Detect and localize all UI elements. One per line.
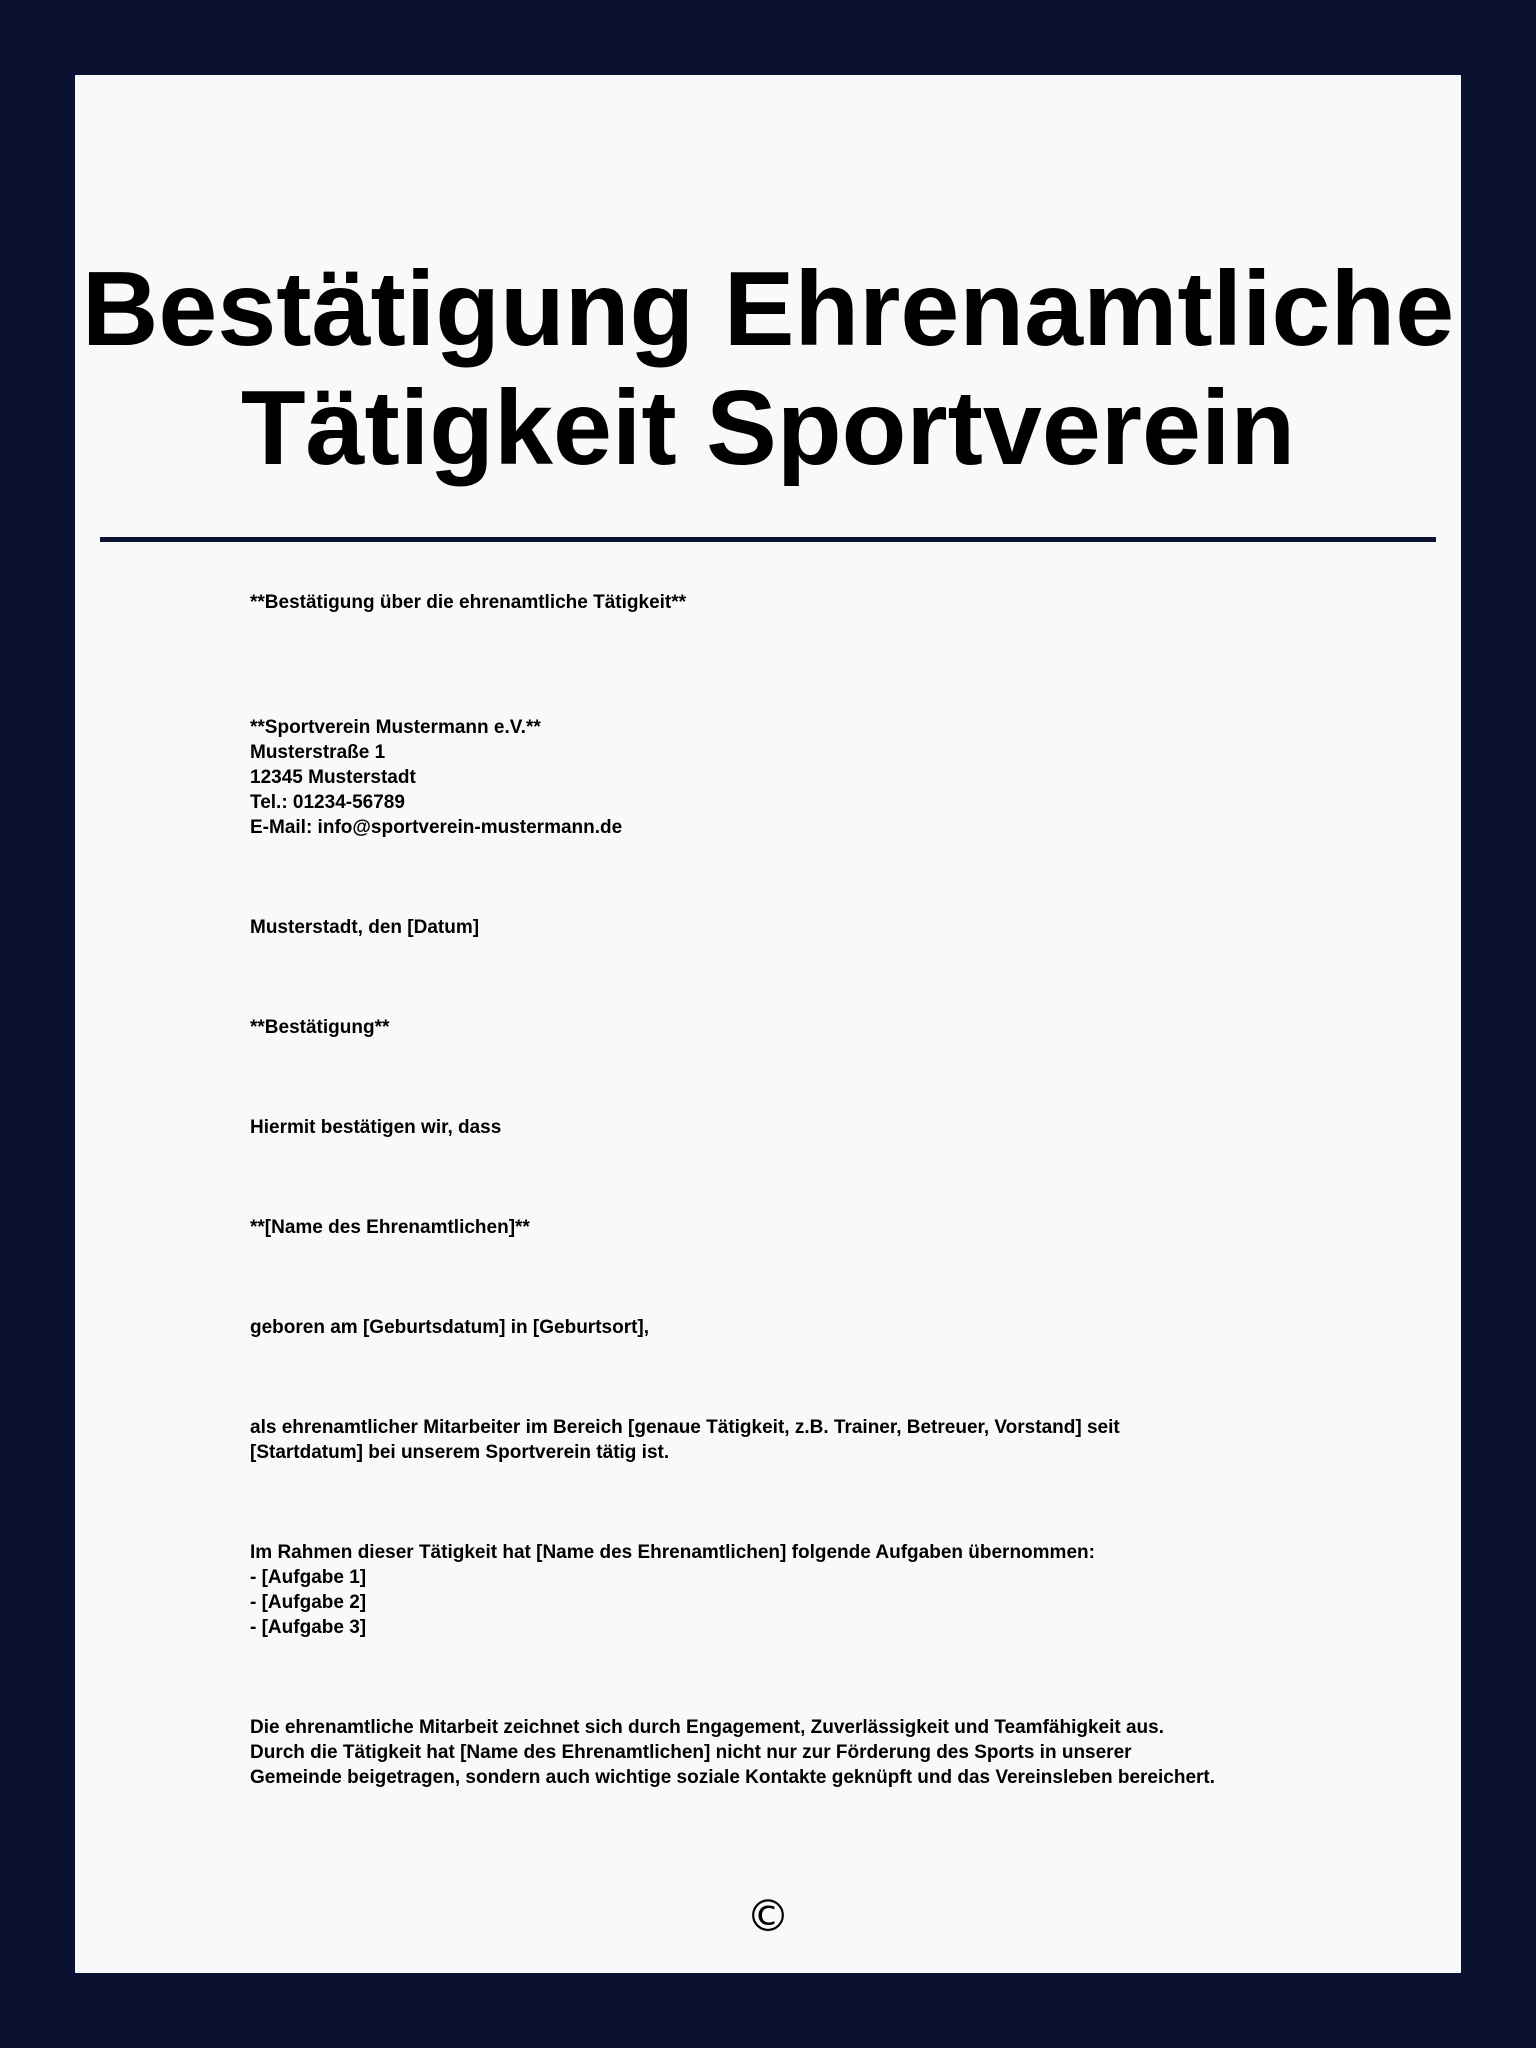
closing-line: Gemeinde beigetragen, sondern auch wichtige soziale Kontakte geknüpft und das Vereinsleben bereichert.	[250, 1767, 1216, 1788]
document-body	[250, 590, 1330, 1790]
title-divider	[100, 537, 1436, 542]
role-paragraph	[250, 1415, 1330, 1465]
closing-line: Durch die Tätigkeit hat [Name des Ehrenamtlichen] nicht nur zur Förderung des Sports in unserer	[250, 1742, 1132, 1763]
title-line: Bestätigung Ehrenamtliche	[81, 250, 1455, 368]
club-email: E-Mail: info@sportverein-mustermann.de	[250, 817, 623, 838]
task-item: - [Aufgabe 3]	[250, 1617, 367, 1638]
birth-info: geboren am [Geburtsdatum] in [Geburtsort],	[250, 1317, 650, 1338]
intro-text: Hiermit bestätigen wir, dass	[250, 1117, 502, 1138]
volunteer-name: **[Name des Ehrenamtlichen]**	[250, 1217, 530, 1238]
role-line: als ehrenamtlicher Mitarbeiter im Bereich [genaue Tätigkeit, z.B. Trainer, Betreuer, Vorstand] seit	[250, 1417, 1120, 1438]
document-heading: **Bestätigung über die ehrenamtliche Tätigkeit**	[250, 592, 687, 613]
task-item: - [Aufgabe 1]	[250, 1567, 367, 1588]
club-address	[250, 715, 1330, 840]
task-item: - [Aufgabe 2]	[250, 1592, 367, 1613]
club-name: **Sportverein Mustermann e.V.**	[250, 717, 541, 738]
club-street: Musterstraße 1	[250, 742, 386, 763]
closing-paragraph	[250, 1715, 1330, 1790]
closing-line: Die ehrenamtliche Mitarbeit zeichnet sich durch Engagement, Zuverlässigkeit und Teamfähigkeit aus.	[250, 1717, 1164, 1738]
club-city: 12345 Musterstadt	[250, 767, 416, 788]
title-line: Tätigkeit Sportverein	[240, 369, 1296, 487]
tasks-paragraph	[250, 1540, 1330, 1640]
role-line: [Startdatum] bei unserem Sportverein tätig ist.	[250, 1442, 670, 1463]
confirmation-heading: **Bestätigung**	[250, 1017, 390, 1038]
document-title	[75, 250, 1461, 488]
club-phone: Tel.: 01234-56789	[250, 792, 405, 813]
place-date: Musterstadt, den [Datum]	[250, 917, 480, 938]
document-page	[75, 75, 1461, 1973]
tasks-intro: Im Rahmen dieser Tätigkeit hat [Name des Ehrenamtlichen] folgende Aufgaben übernommen:	[250, 1542, 1095, 1563]
copyright-icon: ©	[746, 1891, 790, 1942]
